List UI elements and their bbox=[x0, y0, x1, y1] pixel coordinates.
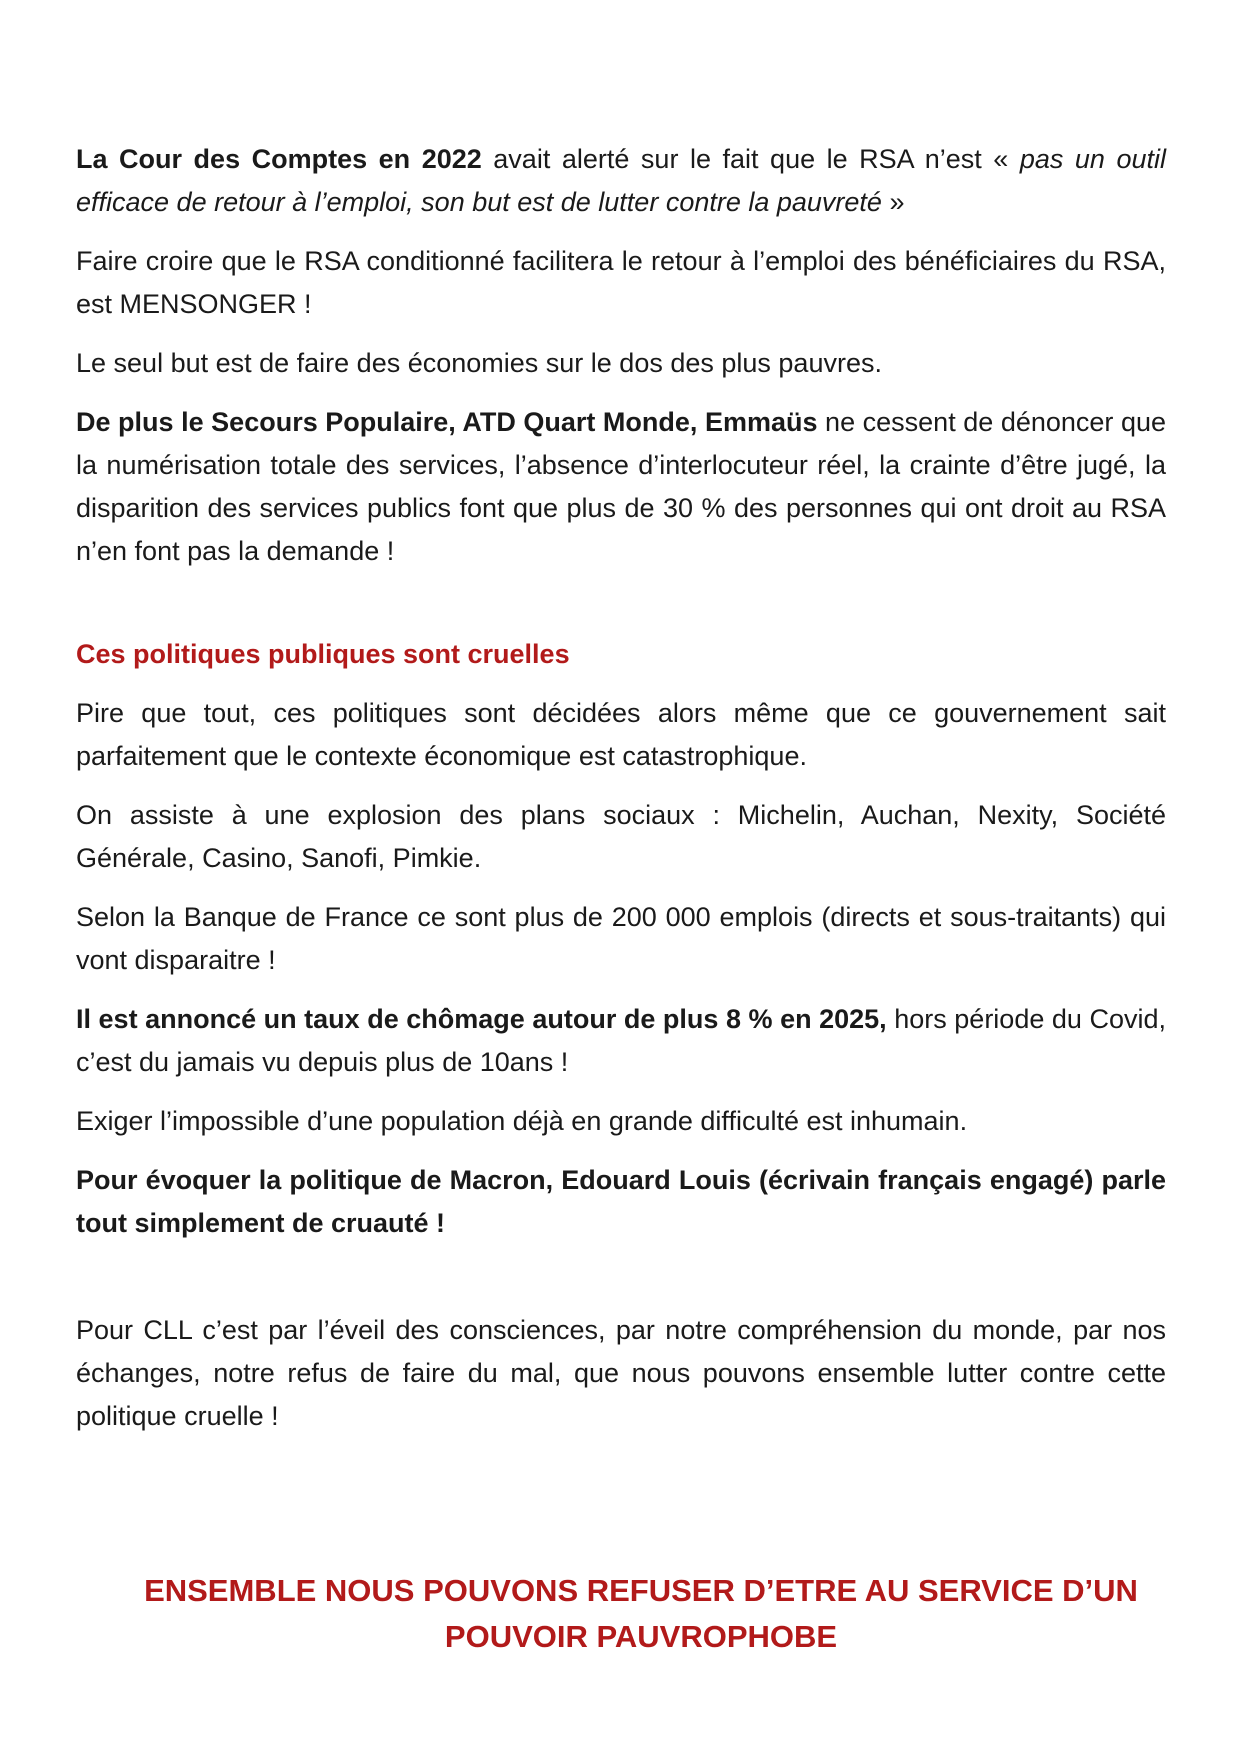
paragraph-rsa-mensonger: Faire croire que le RSA conditionné facilitera le retour à l’emploi des bénéficiaires du RSA, est MENSONGER ! bbox=[76, 246, 1166, 319]
paragraph-text: avait alerté sur le fait que le RSA n’est « bbox=[481, 144, 1020, 174]
paragraph-economies: Le seul but est de faire des économies sur le dos des plus pauvres. bbox=[76, 348, 882, 378]
paragraph-associations bbox=[76, 401, 1166, 573]
paragraph-quote-end: » bbox=[881, 187, 905, 217]
closing-line-1: ENSEMBLE NOUS POUVONS REFUSER D’ETRE AU SERVICE D’UN bbox=[144, 1573, 1138, 1608]
paragraph-inhumain: Exiger l’impossible d’une population déjà en grande difficulté est inhumain. bbox=[76, 1106, 968, 1136]
paragraph-bold-lead: Il est annoncé un taux de chômage autour de plus 8 % en 2025, bbox=[76, 1004, 887, 1034]
paragraph-bold-lead: De plus le Secours Populaire, ATD Quart Monde, Emmaüs bbox=[76, 407, 818, 437]
paragraph-text: hors période du Covid, c’est du jamais vu depuis plus de 10ans ! bbox=[76, 1004, 1166, 1077]
paragraph-cour-des-comptes bbox=[76, 138, 1166, 224]
paragraph-edouard-louis: Pour évoquer la politique de Macron, Edouard Louis (écrivain français engagé) parle tout simplement de cruauté ! bbox=[76, 1165, 1166, 1238]
paragraph-banque-de-france: Selon la Banque de France ce sont plus de 200 000 emplois (directs et sous-traitants) qui vont disparaitre ! bbox=[76, 902, 1166, 975]
paragraph-chomage bbox=[76, 998, 1166, 1084]
section-title: Ces politiques publiques sont cruelles bbox=[76, 639, 570, 669]
paragraph-cll: Pour CLL c’est par l’éveil des consciences, par notre compréhension du monde, par nos échanges, notre refus de faire du mal, que nous pouvons ensemble lutter contre cette politique cruelle ! bbox=[76, 1315, 1166, 1431]
paragraph-plans-sociaux: On assiste à une explosion des plans sociaux : Michelin, Auchan, Nexity, Société Générale, Casino, Sanofi, Pimkie. bbox=[76, 800, 1166, 873]
paragraph-text: ne cessent de dénoncer que la numérisation totale des services, l’absence d’interlocuteur réel, la crainte d’être jugé, la disparition des services publics font que plus de 30 % des personnes qui ont droit au RSA n’en font pas la demande ! bbox=[76, 407, 1166, 566]
paragraph-quote: pas un outil efficace de retour à l’emploi, son but est de lutter contre la pauvreté bbox=[76, 144, 1166, 217]
spacer bbox=[76, 589, 1166, 633]
closing-line-2: POUVOIR PAUVROPHOBE bbox=[444, 1619, 838, 1654]
paragraph-bold-lead: La Cour des Comptes en 2022 bbox=[76, 144, 482, 174]
paragraph-contexte: Pire que tout, ces politiques sont décidées alors même que ce gouvernement sait parfaitement que le contexte économique est catastrophique. bbox=[76, 698, 1166, 771]
document-body bbox=[76, 138, 1166, 1454]
spacer bbox=[76, 1261, 1166, 1309]
closing-slogan bbox=[76, 1568, 1166, 1660]
